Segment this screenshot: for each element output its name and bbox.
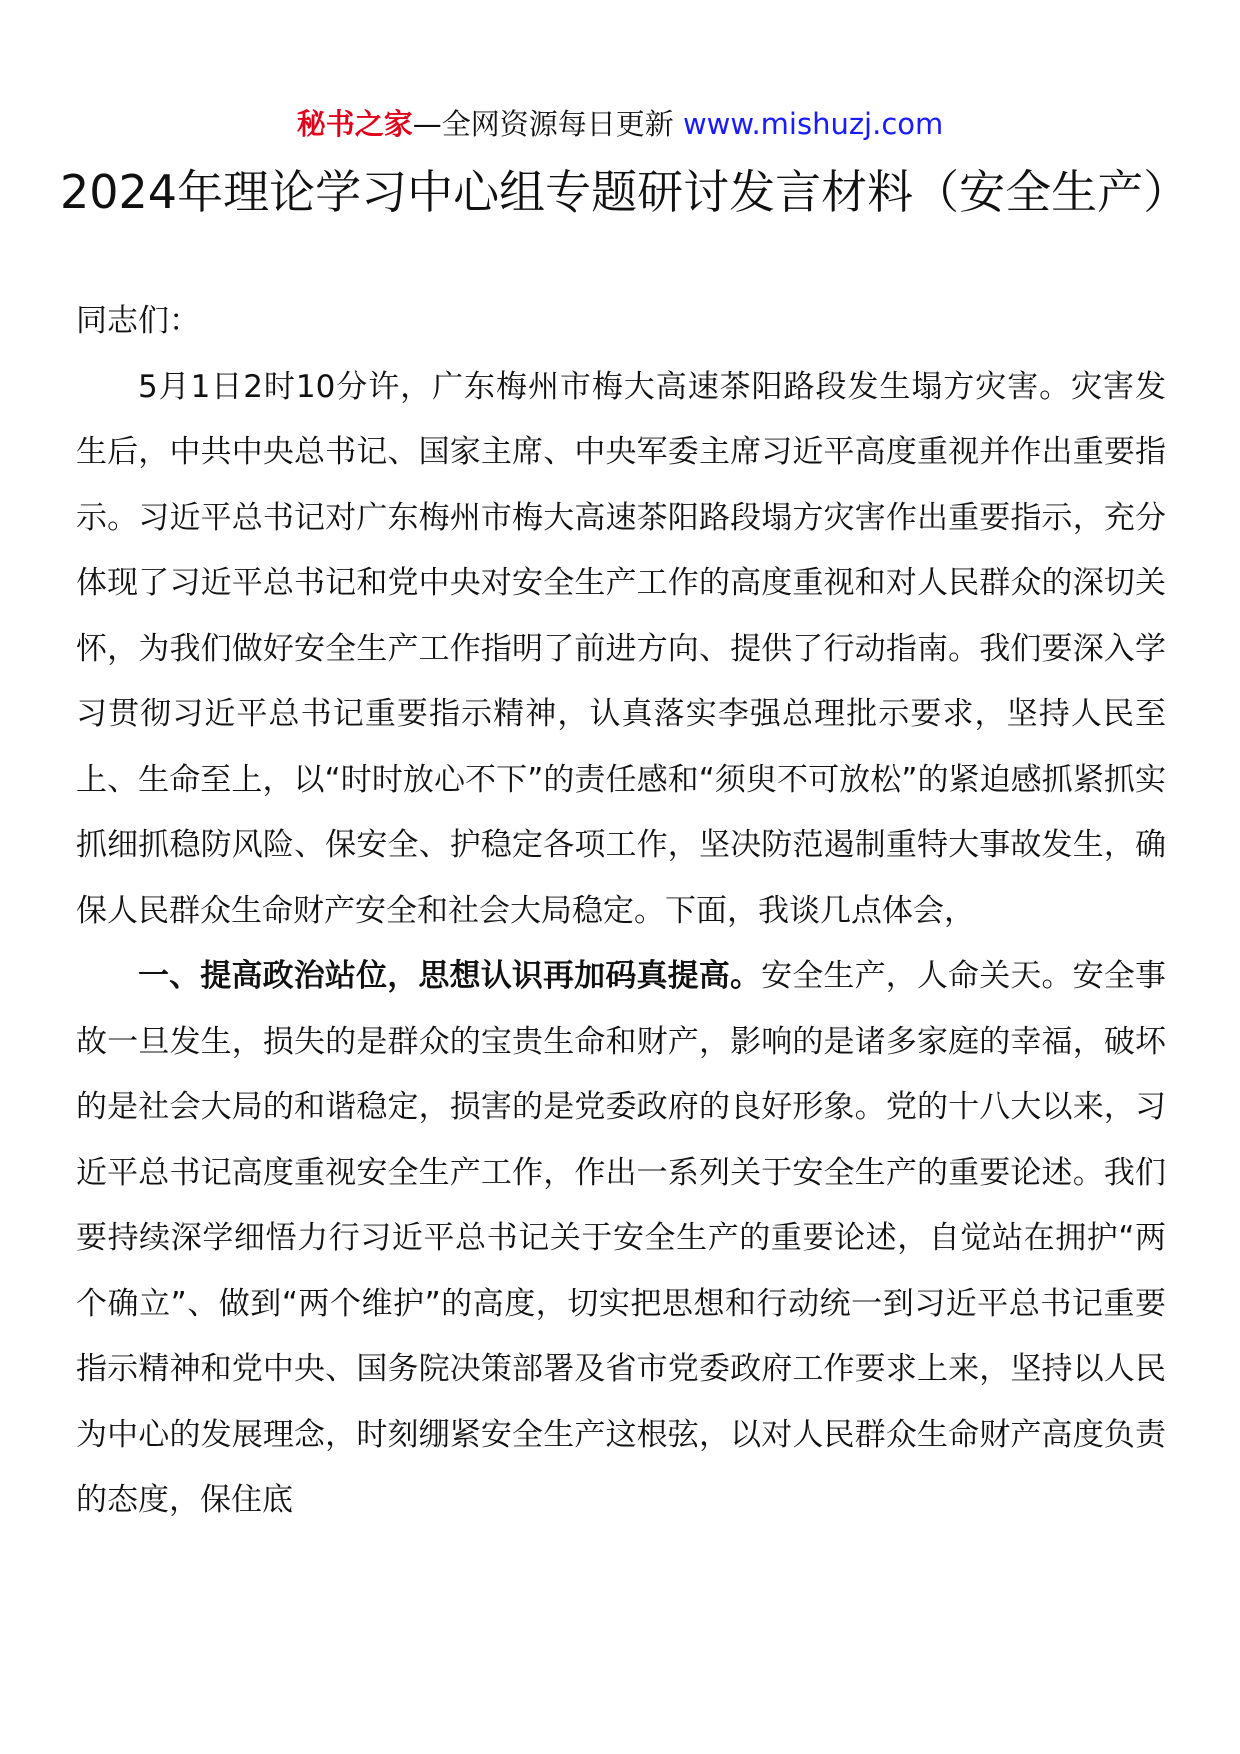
section-1-heading: 一、提高政治站位，思想认识再加码真提高。	[138, 958, 762, 994]
paragraph-intro: 5月1日2时10分许，广东梅州市梅大高速茶阳路段发生塌方灾害。灾害发生后，中共中央总书记、国家主席、中央军委主席习近平高度重视并作出重要指示。习近平总书记对广东梅州市梅大高速茶阳路段塌方灾害作出重要指示，充分体现了习近平总书记和党中央对安全生产工作的高度重视和对人民群众的深切关怀，为我们做好安全生产工作指明了前进方向、提供了行动指南。我们要深入学习贯彻习近平总书记重要指示精神，认真落实李强总理批示要求，坚持人民至上、生命至上，以“时时放心不下”的责任感和“须臾不可放松”的紧迫感抓紧抓实抓细抓稳防风险、保安全、护稳定各项工作，坚决防范遏制重特大事故发生，确保人民群众生命财产安全和社会大局稳定。下面，我谈几点体会，	[76, 368, 1166, 929]
header-tagline: —全网资源每日更新	[412, 107, 674, 141]
paragraph-section-1	[76, 944, 1166, 1534]
document-title: 2024年理论学习中心组专题研讨发言材料（安全生产）	[60, 165, 1190, 219]
greeting: 同志们：	[76, 303, 200, 339]
document-body	[76, 289, 1166, 1534]
site-header	[0, 100, 1240, 148]
section-1-text: 安全生产，人命关天。安全事故一旦发生，损失的是群众的宝贵生命和财产，影响的是诸多家庭的幸福，破坏的是社会大局的和谐稳定，损害的是党委政府的良好形象。党的十八大以来，习近平总书记高度重视安全生产工作，作出一系列关于安全生产的重要论述。我们要持续深学细悟力行习近平总书记关于安全生产的重要论述，自觉站在拥护“两个确立”、做到“两个维护”的高度，切实把思想和行动统一到习近平总书记重要指示精神和党中央、国务院决策部署及省市党委政府工作要求上来，坚持以人民为中心的发展理念，时刻绷紧安全生产这根弦，以对人民群众生命财产高度负责的态度，保住底	[76, 958, 1166, 1518]
site-url-link[interactable]: www.mishuzj.com	[682, 107, 944, 141]
brand-name: 秘书之家	[296, 107, 413, 141]
